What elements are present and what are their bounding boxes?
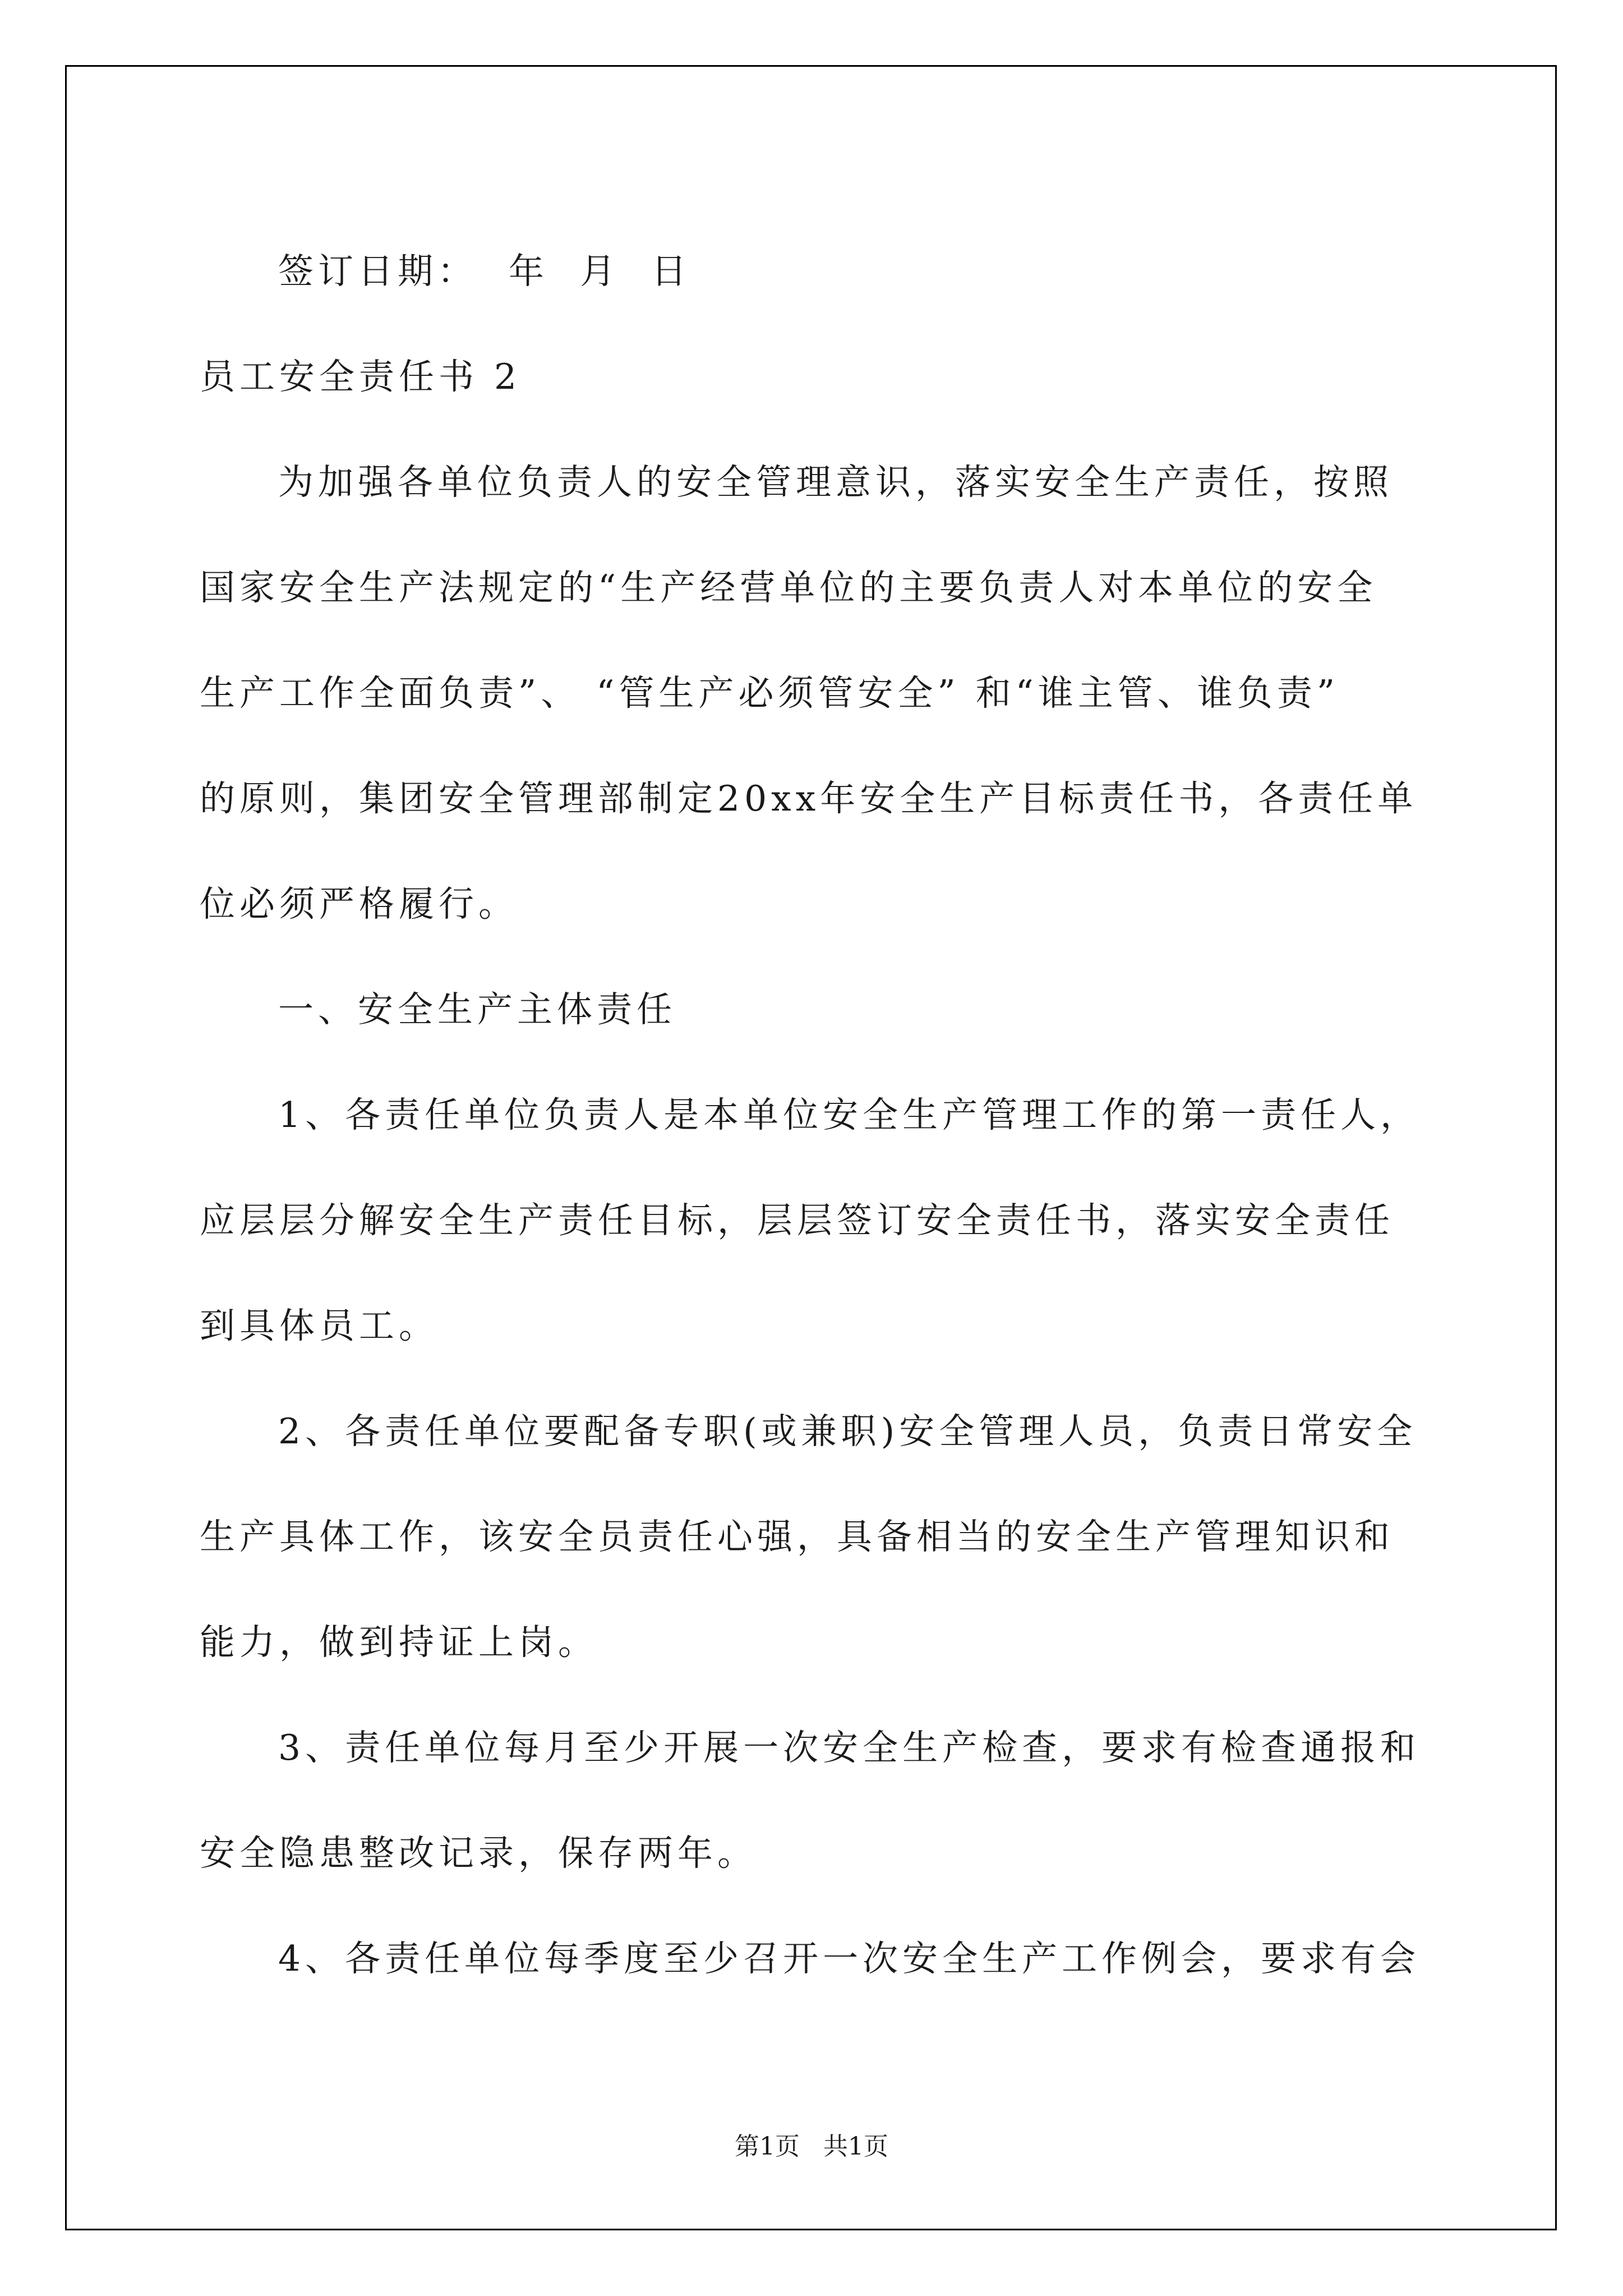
paragraph-line: 为加强各单位负责人的安全管理意识，落实安全生产责任，按照 (278, 462, 1393, 503)
paragraph-line: 生产具体工作，该安全员责任心强，具备相当的安全生产管理知识和 (200, 1516, 1394, 1557)
section-heading: 一、安全生产主体责任 (278, 989, 676, 1030)
page-number-footer: 第1页 共1页 (735, 2132, 888, 2161)
paragraph-line: 3、责任单位每月至少开展一次安全生产检查，要求有检查通报和 (278, 1727, 1421, 1768)
paragraph-line: 安全隐患整改记录，保存两年。 (200, 1833, 757, 1874)
paragraph-line: 位必须严格履行。 (200, 884, 518, 924)
document-body (200, 219, 1433, 2012)
paragraph-line: 生产工作全面负责”、 “管生产必须管安全” 和“谁主管、谁负责” (200, 673, 1340, 714)
paragraph-line: 的原则，集团安全管理部制定20xx年安全生产目标责任书，各责任单 (200, 778, 1418, 819)
paragraph-line: 2、各责任单位要配备专职(或兼职)安全管理人员，负责日常安全 (278, 1411, 1417, 1452)
paragraph-line: 到具体员工。 (200, 1305, 439, 1346)
paragraph-line: 应层层分解安全生产责任目标，层层签订安全责任书，落实安全责任 (200, 1200, 1394, 1241)
paragraph-line: 国家安全生产法规定的“生产经营单位的主要负责人对本单位的安全 (200, 567, 1377, 608)
paragraph-line: 1、各责任单位负责人是本单位安全生产管理工作的第一责任人， (278, 1094, 1421, 1135)
paragraph-line: 4、各责任单位每季度至少召开一次安全生产工作例会，要求有会 (278, 1938, 1421, 1979)
paragraph-line: 能力，做到持证上岗。 (200, 1622, 598, 1663)
signing-date-line: 签订日期： 年 月 日 (278, 251, 691, 292)
document-title: 员工安全责任书 2 (200, 356, 522, 397)
